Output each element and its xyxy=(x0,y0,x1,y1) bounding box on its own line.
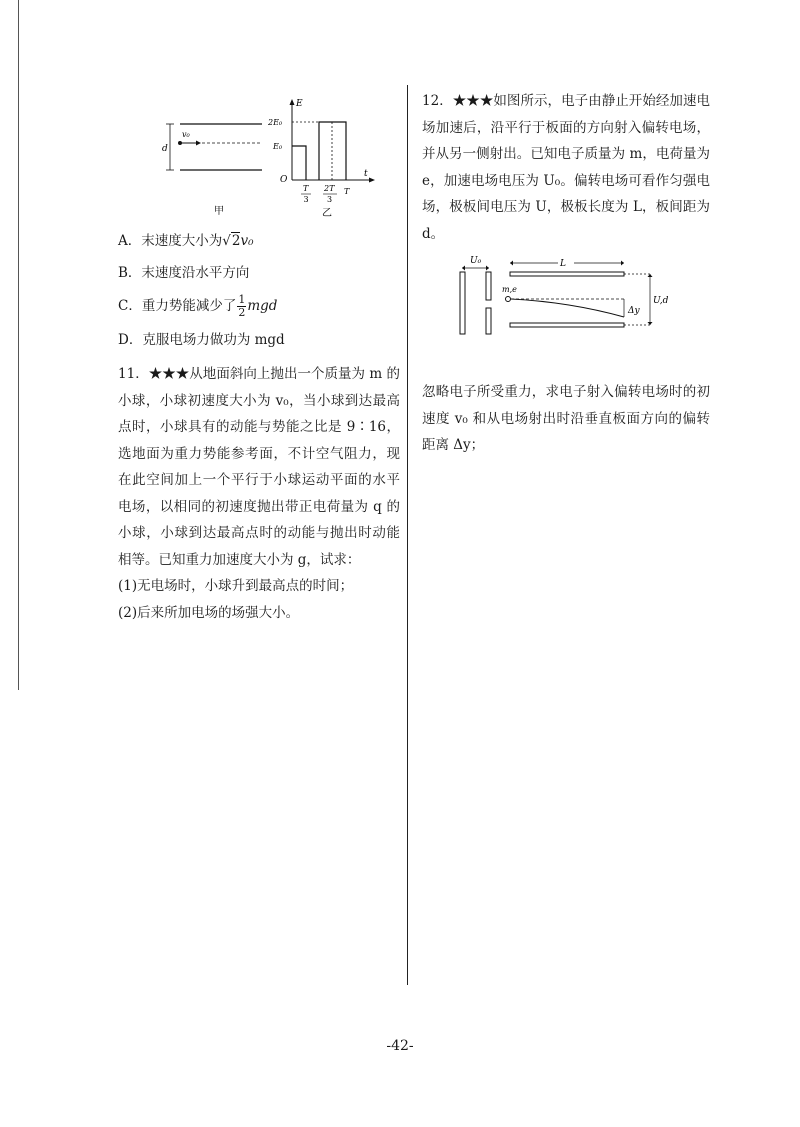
figure-deflection xyxy=(450,252,680,342)
v0-label: v₀ xyxy=(182,130,190,139)
accel-plate-right-bottom xyxy=(486,308,491,334)
accel-plate-right-top xyxy=(486,272,491,300)
question-11-part-2: (2)后来所加电场的场强大小。 xyxy=(118,604,300,621)
e-axis-label: E xyxy=(296,99,303,109)
option-d: D．克服电场力做功为 mgd xyxy=(118,332,285,348)
l-label: L xyxy=(560,259,566,269)
tick-t3-num: T xyxy=(303,184,309,193)
tick-t3-den: 3 xyxy=(303,195,309,204)
option-b: B．末速度沿水平方向 xyxy=(118,265,250,281)
page-edge-line xyxy=(18,0,19,690)
tick-e0: E₀ xyxy=(273,142,283,151)
tick-t: T xyxy=(344,187,350,196)
tick-2t3-den: 3 xyxy=(327,195,333,204)
question-12-text: 12．★★★如图所示，电子由静止开始经加速电场加速后，沿平行于板面的方向射入偏转电场，并从另一侧射出。已知电子质量为 m，电荷量为 e，加速电场电压为 U₀。偏转电场可看作匀强电场，极板间电压为 U，极板长度为 L，板间距为 d。 xyxy=(422,93,710,242)
option-c: C．重力势能减少了 $\frac{1}{2}$ mgd xyxy=(118,293,278,319)
question-11-part-1: (1)无电场时，小球升到最高点的时间； xyxy=(118,578,354,594)
d-label: d xyxy=(162,144,168,154)
column-divider xyxy=(407,85,408,985)
jia-caption: 甲 xyxy=(214,206,224,217)
ud-label: U,d xyxy=(653,296,669,306)
me-label: m,e xyxy=(502,285,517,294)
tick-2e0: 2E₀ xyxy=(268,118,283,127)
u0-label: U₀ xyxy=(470,256,482,266)
tick-2t3-num: 2T xyxy=(324,184,335,193)
electron-trajectory xyxy=(511,299,624,317)
accel-plate-left xyxy=(460,272,465,334)
question-12-text-2: 忽略电子所受重力，求电子射入偏转电场时的初速度 v₀ 和从电场射出时沿垂直板面方向的偏转距离 Δy； xyxy=(422,384,710,453)
question-11-text: 11．★★★从地面斜向上抛出一个质量为 m 的小球，小球初速度大小为 v₀，当小球到达最高点时，小球具有的动能与势能之比是 9∶16，选地面为重力势能参考面，不计空气阻力，现在此空间加上一个平行于小球运动平面的水平电场，以相同的初速度抛出带正电荷量为 q 的小球，小球到达最高点时的动能与抛出时动能相等。已知重力加速度大小为 g，试求： xyxy=(118,366,400,568)
option-a: A．末速度大小为√2v₀ xyxy=(118,233,254,249)
deflect-plate-top xyxy=(510,272,624,276)
t-axis-label: t xyxy=(364,169,368,179)
deflect-plate-bottom xyxy=(510,323,624,327)
page-number: -42- xyxy=(386,1038,414,1054)
dy-label: Δy xyxy=(628,306,640,316)
yi-caption: 乙 xyxy=(322,208,332,219)
left-column xyxy=(118,88,400,626)
origin-label: O xyxy=(280,175,288,185)
electron xyxy=(506,297,511,302)
